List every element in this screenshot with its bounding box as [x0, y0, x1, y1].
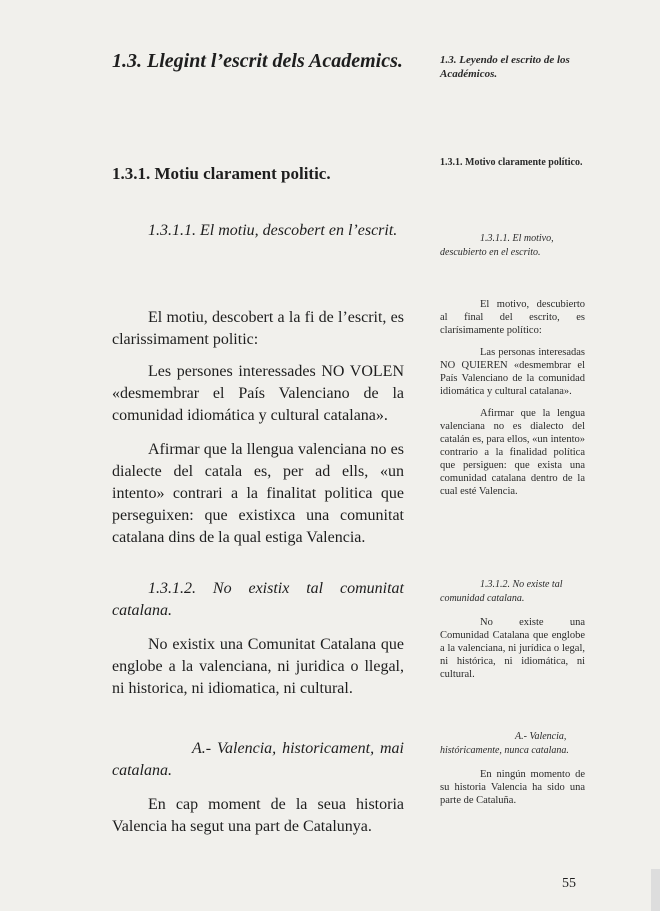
paragraph-4: No existix una Comunitat Catalana que englobe a la valenciana, ni juridica o llegal, ni historica, ni idiomatica, ni cultural. — [112, 636, 404, 697]
paragraph-5: En cap moment de la seua historia Valencia ha segut una part de Catalunya. — [112, 796, 404, 835]
subsubsection-title-2: 1.3.1.2. No existix tal comunitat catalana. — [112, 580, 404, 619]
side-paragraph-1: El motivo, descubierto al final del escrito, es clarísimamente político: — [440, 299, 585, 336]
paragraph-1: El motiu, descobert a la fi de l’escrit, es clarissimament politic: — [112, 309, 404, 348]
paragraph-2: Les persones interessades NO VOLEN «desmembrar el País Valenciano de la comunidad idiomática y cultural catalana». — [112, 363, 404, 424]
side-section-title: 1.3. Leyendo el escrito de los Académicos. — [440, 54, 570, 80]
side-paragraph-2: Las personas interesadas NO QUIEREN «desmembrar el País Valenciano de la comunidad idiomática y cultural catalana». — [440, 347, 585, 397]
page-number: 55 — [562, 876, 576, 891]
side-subsubsection-title-2: 1.3.1.2. No existe tal comunidad catalana. — [440, 579, 563, 604]
page-edge-shadow — [651, 869, 660, 911]
side-paragraph-3: Afirmar que la lengua valenciana no es dialecto del catalán es, para ellos, «un intento» contrario a la finalidad política que persiguen: que exista una comunidad catalana dentro de la cual esté Valencia. — [440, 408, 585, 497]
side-subsection-title: 1.3.1. Motivo claramente político. — [440, 157, 583, 168]
subsubsection-title-1: 1.3.1.1. El motiu, descobert en l’escrit. — [148, 222, 398, 239]
side-paragraph-4: No existe una Comunidad Catalana que englobe a la valenciana, ni jurídica o legal, ni histórica, ni idiomática, ni cultural. — [440, 617, 585, 680]
side-paragraph-5: En ningún momento de su historia Valencia ha sido una parte de Cataluña. — [440, 769, 585, 806]
side-subsubsection-title-1: 1.3.1.1. El motivo, descubierto en el escrito. — [440, 233, 554, 258]
paragraph-3: Afirmar que la llengua valenciana no es dialecte del catala es, per ad ells, «un intento» contrari a la finalitat politica que perseguixen: que existixca una comunitat catalana dins de la qual estiga Valencia. — [112, 441, 404, 546]
subsection-title: 1.3.1. Motiu clarament politic. — [112, 164, 331, 183]
subsection-a-title: A.- Valencia, historicament, mai catalana. — [112, 740, 404, 779]
section-title: 1.3. Llegint l’escrit dels Academics. — [112, 50, 403, 72]
side-subsection-a-title: A.- Valencia, históricamente, nunca catalana. — [440, 731, 569, 756]
